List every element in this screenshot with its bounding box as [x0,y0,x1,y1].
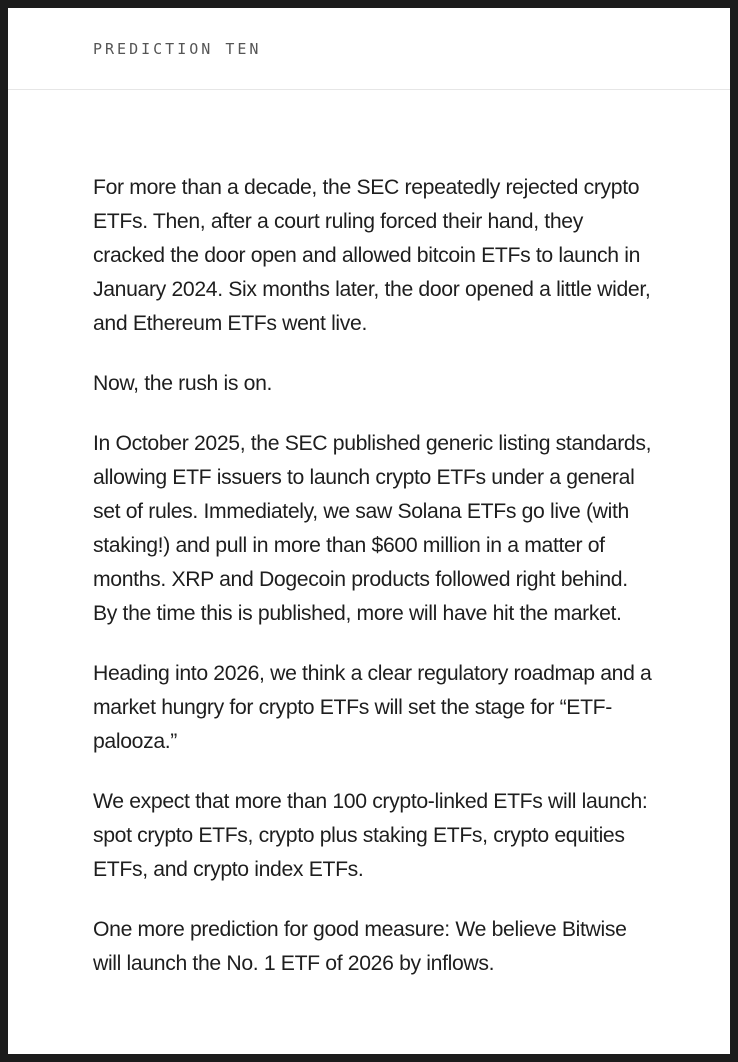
paragraph: In October 2025, the SEC published generic listing standards, allowing ETF issuers to launch crypto ETFs under a general set of rules. Immediately, we saw Solana ETFs go live (with staking!) and pull in more than $600 million in a matter of months. XRP and Dogecoin products followed right behind. By the time this is published, more will have hit the market. [93,432,652,625]
section-label: PREDICTION TEN [93,40,262,58]
article-body [93,171,653,981]
paragraph: We expect that more than 100 crypto-linked ETFs will launch: spot crypto ETFs, crypto plus staking ETFs, crypto equities ETFs, and crypto index ETFs. [93,790,648,881]
document-page [8,8,730,1054]
paragraph: Heading into 2026, we think a clear regulatory roadmap and a market hungry for crypto ETFs will set the stage for “ETF-palooza.” [93,662,652,753]
page-header [8,8,730,90]
paragraph: One more prediction for good measure: We believe Bitwise will launch the No. 1 ETF of 2026 by inflows. [93,918,627,975]
paragraph: For more than a decade, the SEC repeatedly rejected crypto ETFs. Then, after a court ruling forced their hand, they cracked the door open and allowed bitcoin ETFs to launch in January 2024. Six months later, the door opened a little wider, and Ethereum ETFs went live. [93,176,651,335]
paragraph: Now, the rush is on. [93,372,273,395]
